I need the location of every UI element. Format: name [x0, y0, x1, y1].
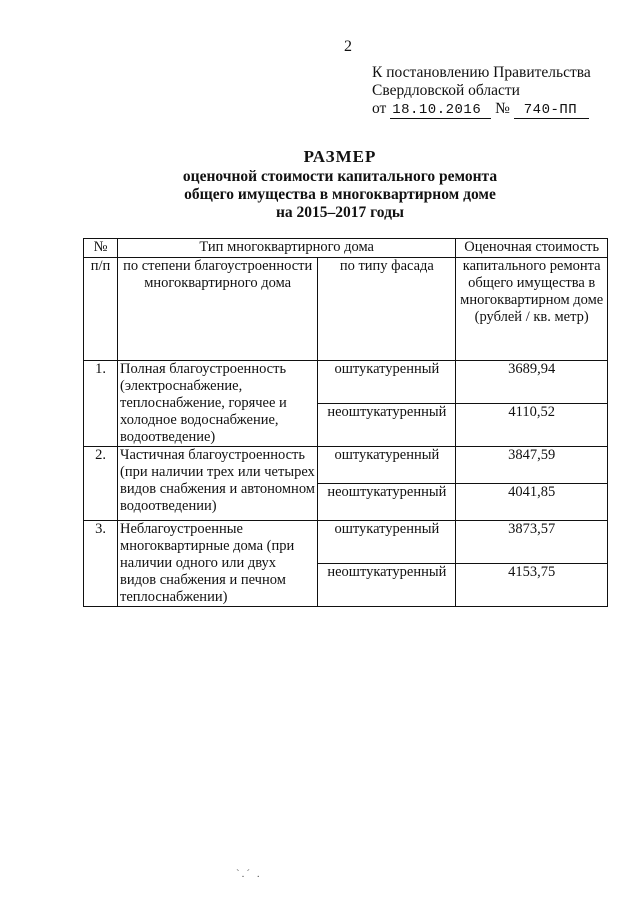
row-cost-value: 3873,57	[456, 521, 608, 564]
row-facade-type: неоштукатуренный	[318, 484, 456, 521]
row-facade-type: оштукатуренный	[318, 447, 456, 484]
decree-number: 740-ПП	[514, 102, 589, 119]
decree-date: 18.10.2016	[390, 102, 491, 119]
header-no-sub: п/п	[84, 258, 118, 361]
scan-mark: `.´ .	[236, 868, 262, 880]
decree-number-label: №	[495, 100, 510, 117]
title-line-1: оценочной стоимости капитального ремонта	[182, 168, 498, 185]
row-number: 2.	[84, 447, 118, 521]
row-number: 1.	[84, 361, 118, 447]
header-cost: Оценочная стоимость	[456, 239, 608, 258]
row-cost-value: 4041,85	[456, 484, 608, 521]
row-cost-value: 3847,59	[456, 447, 608, 484]
decree-date-line	[372, 100, 591, 119]
header-by-facade: по типу фасада	[318, 258, 456, 361]
row-number: 3.	[84, 521, 118, 607]
header-no: №	[84, 239, 118, 258]
table-row	[84, 361, 608, 404]
row-improvement: Частичная благоустроенность (при наличии трех или четырех видов снабжения и автономном водоотведении)	[118, 447, 318, 521]
row-improvement: Полная благоустроенность (электроснабжение, теплоснабжение, горячее и холодное водоснабжение, водоотведение)	[118, 361, 318, 447]
row-cost-value: 3689,94	[456, 361, 608, 404]
document-title	[0, 148, 640, 222]
decree-reference	[372, 64, 591, 119]
title-main: РАЗМЕР	[303, 147, 377, 166]
header-cost-sub: капитального ремонта общего имущества в многоквартирном доме (рублей / кв. метр)	[456, 258, 608, 361]
decree-line-2: Свердловской области	[372, 82, 520, 99]
title-line-3: на 2015–2017 годы	[275, 204, 405, 221]
decree-from-label: от	[372, 100, 387, 117]
row-cost-value: 4153,75	[456, 564, 608, 607]
table-subheader-row	[84, 258, 608, 361]
row-improvement: Неблагоустроенные многоквартирные дома (при наличии одного или двух видов снабжения и печном теплоснабжении)	[118, 521, 318, 607]
header-house-type: Тип многоквартирного дома	[118, 239, 456, 258]
header-by-improvement: по степени благоустроенности многоквартирного дома	[118, 258, 318, 361]
title-line-2: общего имущества в многоквартирном доме	[184, 186, 496, 203]
page-number: 2	[344, 38, 352, 55]
cost-table	[83, 238, 608, 607]
row-facade-type: оштукатуренный	[318, 521, 456, 564]
row-cost-value: 4110,52	[456, 404, 608, 447]
row-facade-type: неоштукатуренный	[318, 564, 456, 607]
table-row	[84, 447, 608, 484]
row-facade-type: оштукатуренный	[318, 361, 456, 404]
decree-line-1: К постановлению Правительства	[372, 64, 591, 81]
row-facade-type: неоштукатуренный	[318, 404, 456, 447]
table-row	[84, 521, 608, 564]
table-header-row	[84, 239, 608, 258]
